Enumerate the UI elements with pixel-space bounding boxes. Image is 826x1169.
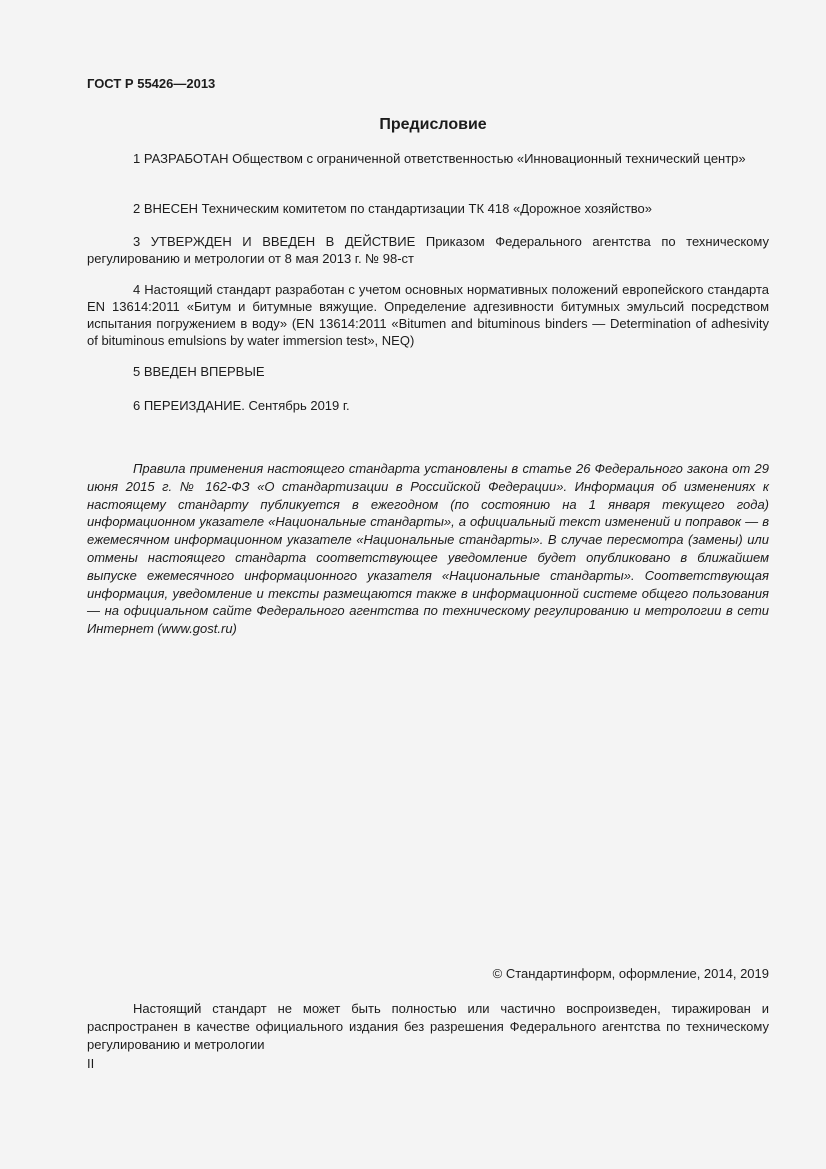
page-number: II: [87, 1056, 95, 1071]
foreword-item-5: 5 ВВЕДЕН ВПЕРВЫЕ: [133, 364, 265, 379]
foreword-item-2: 2 ВНЕСЕН Техническим комитетом по стандартизации ТК 418 «Дорожное хозяйство»: [133, 201, 653, 216]
document-code: ГОСТ Р 55426—2013: [87, 76, 216, 91]
foreword-item-6: 6 ПЕРЕИЗДАНИЕ. Сентябрь 2019 г.: [133, 398, 350, 413]
copyright-line: © Стандартинформ, оформление, 2014, 2019: [492, 966, 769, 981]
foreword-item-1: 1 РАЗРАБОТАН Обществом с ограниченной ответственностью «Инновационный технический центр»: [133, 151, 746, 166]
page-title: Предисловие: [379, 116, 487, 133]
reproduction-notice: Настоящий стандарт не может быть полностью или частично воспроизведен, тиражирован и распространен в качестве официального издания без разрешения Федерального агентства по техническому регулированию и метрологии: [87, 1001, 769, 1052]
foreword-item-3: 3 УТВЕРЖДЕН И ВВЕДЕН В ДЕЙСТВИЕ Приказом Федерального агентства по техническому регулированию и метрологии от 8 мая 2013 г. № 98-ст: [87, 234, 769, 266]
foreword-item-4: 4 Настоящий стандарт разработан с учетом основных нормативных положений европейского стандарта EN 13614:2011 «Битум и битумные вяжущие. Определение адгезивности битумных эмульсий посредством испытания погружением в воду» (EN 13614:2011 «Bitumen and bituminous binders — Determination of adhesivity of bituminous emulsions by water immersion test», NEQ): [87, 282, 769, 348]
application-rules-notice: Правила применения настоящего стандарта установлены в статье 26 Федерального закона от 29 июня 2015 г. № 162-ФЗ «О стандартизации в Российской Федерации». Информация об изменениях к настоящему стандарту публикуется в ежегодном (по состоянию на 1 января текущего года) информационном указателе «Национальные стандарты», а официальный текст изменений и поправок — в ежемесячном информационном указателе «Национальные стандарты». В случае пересмотра (замены) или отмены настоящего стандарта соответствующее уведомление будет опубликовано в ближайшем выпуске ежемесячного информационного указателя «Национальные стандарты». Соответствующая информация, уведомление и тексты размещаются также в информационной системе общего пользования — на официальном сайте Федерального агентства по техническому регулированию и метрологии в сети Интернет (www.gost.ru): [87, 461, 769, 637]
